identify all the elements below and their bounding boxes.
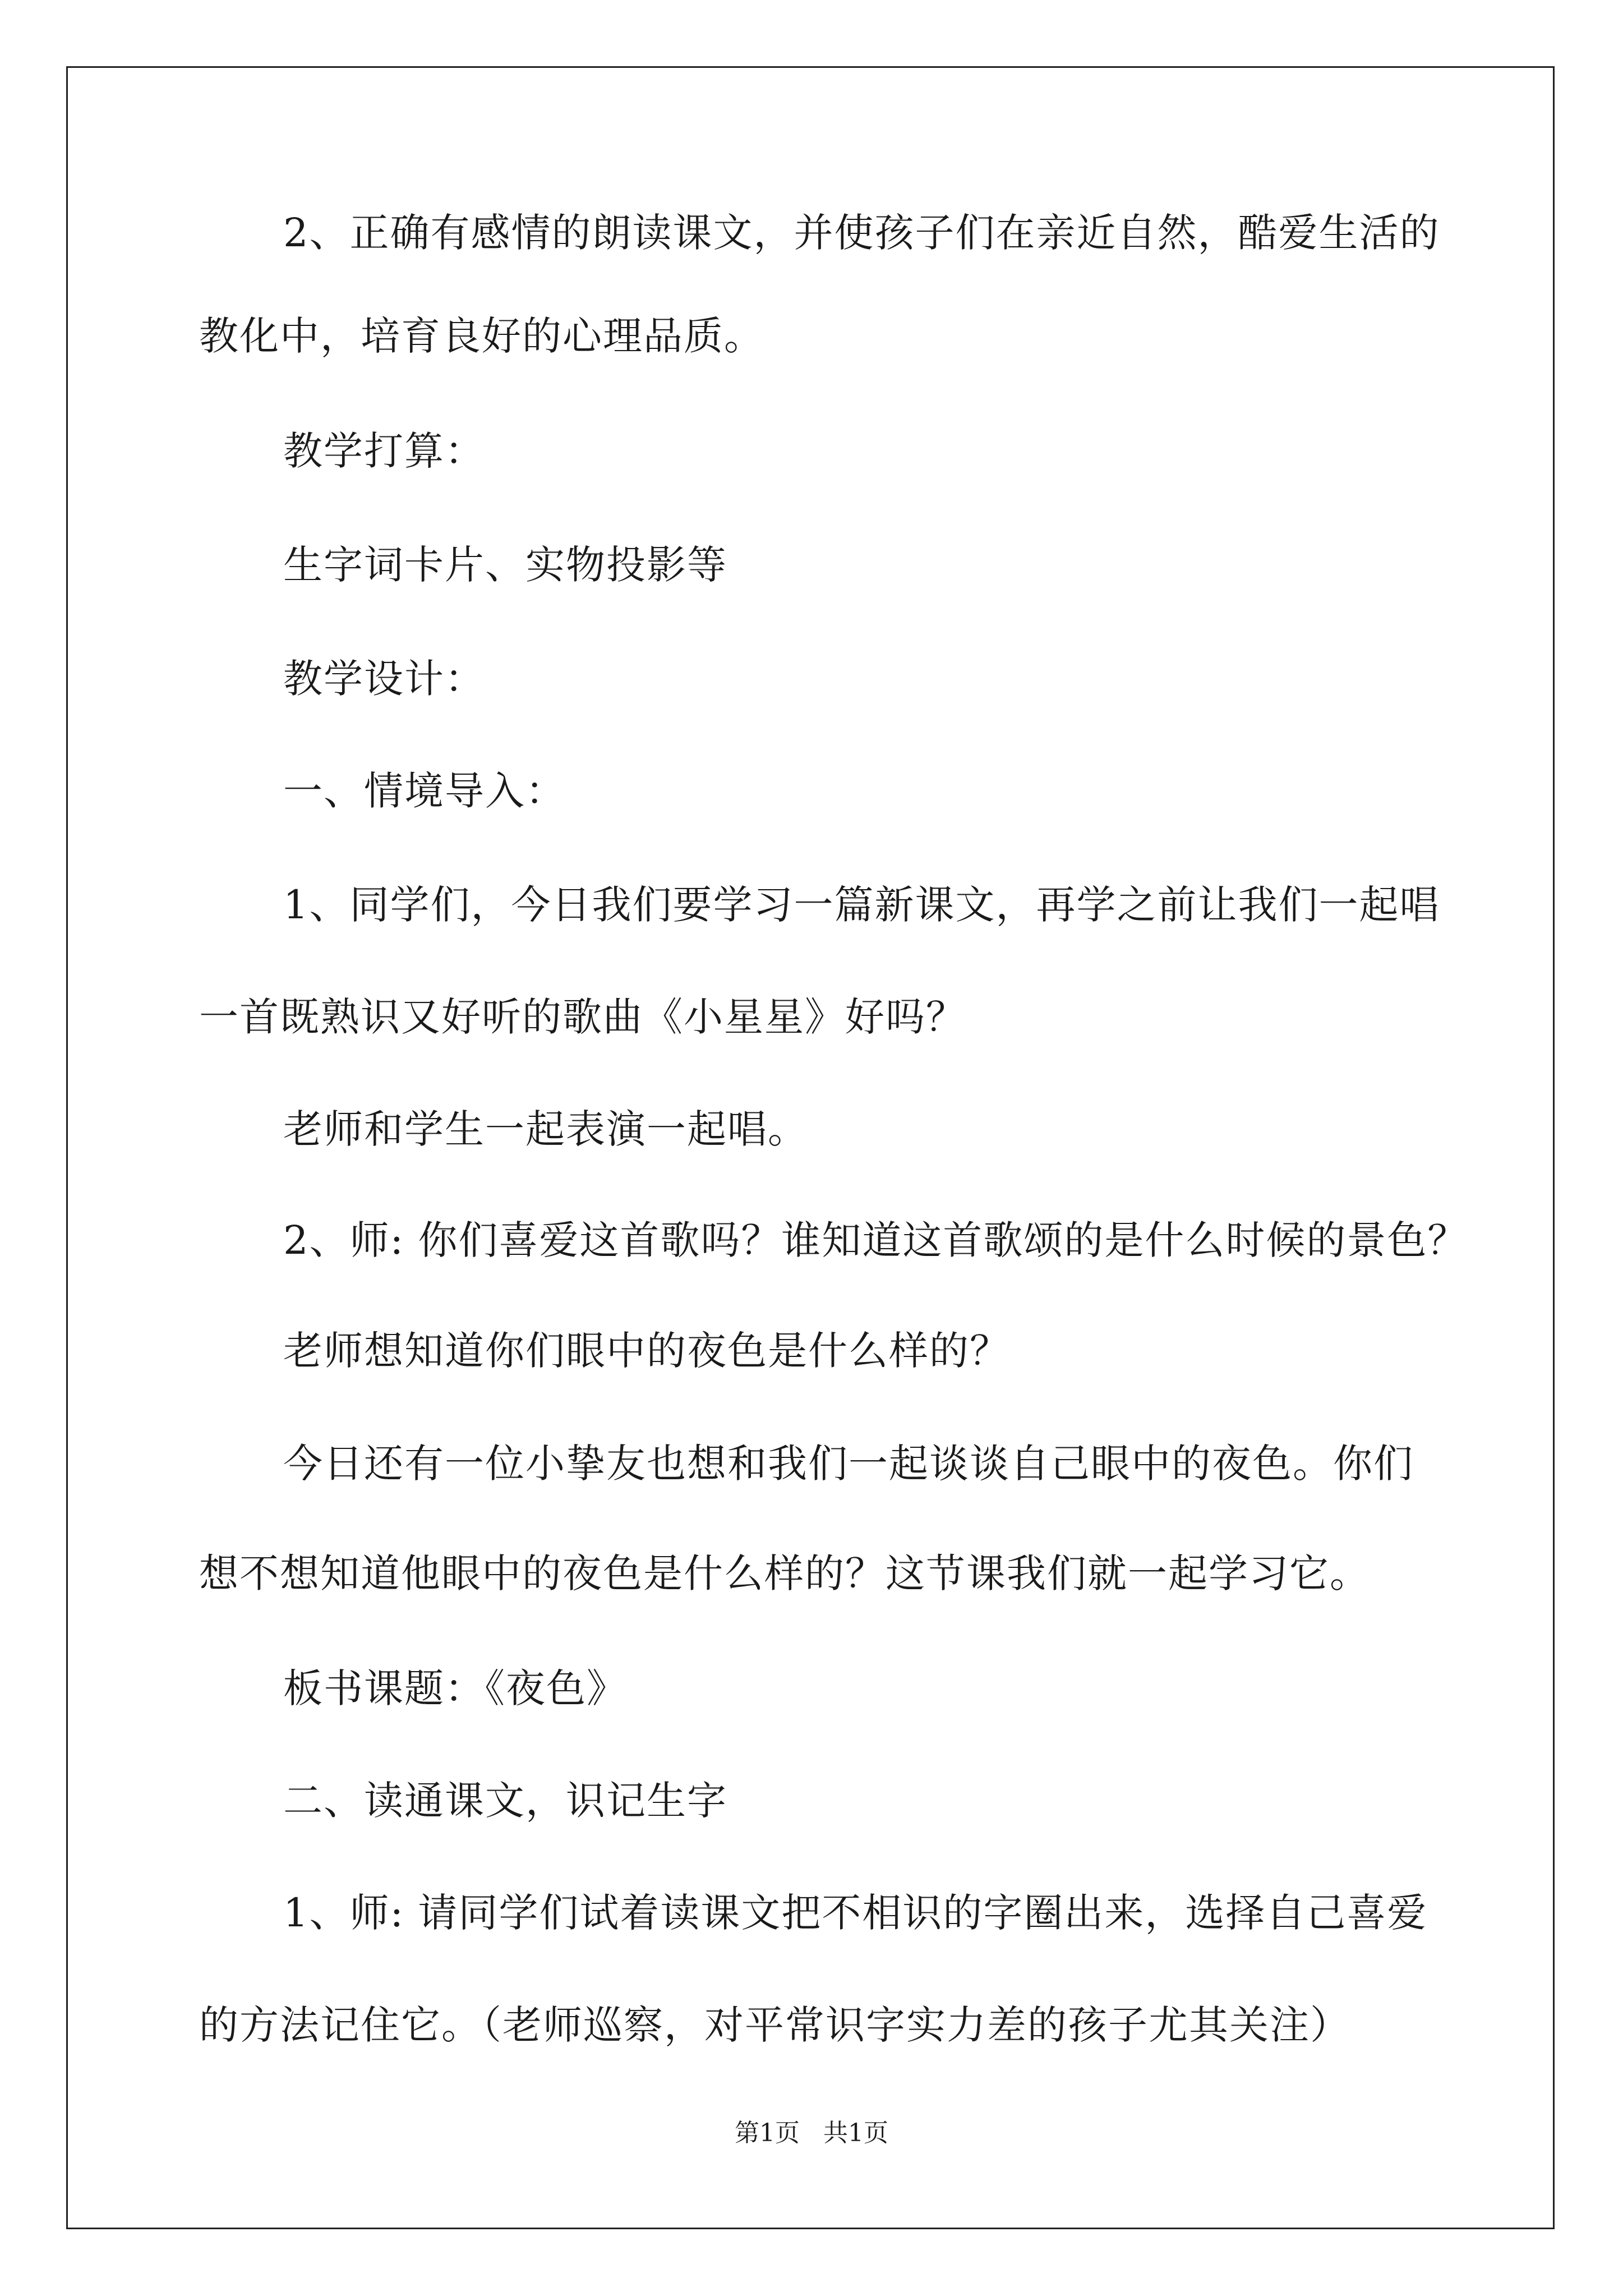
paragraph-line: 1、师: 请同学们试着读课文把不相识的字圈出来，选择自己喜爱 — [283, 1890, 1428, 1936]
paragraph-line: 一、情境导入： — [283, 768, 566, 814]
paragraph-line: 想不想知道他眼中的夜色是什么样的？这节课我们就一起学习它。 — [199, 1550, 1370, 1596]
page-number: 第1页 — [735, 2119, 800, 2147]
paragraph-line: 老师想知道你们眼中的夜色是什么样的？ — [283, 1328, 1010, 1374]
paragraph-line: 教化中，培育良好的心理品质。 — [199, 313, 764, 359]
paragraph-line: 教学打算： — [283, 428, 485, 474]
paragraph-line: 的方法记住它。（老师巡察，对平常识字实力差的孩子尤其关注） — [199, 2002, 1350, 2048]
page-count: 共1页 — [823, 2119, 888, 2147]
paragraph-line: 板书课题：《夜色》 — [283, 1665, 627, 1711]
paragraph-line: 一首既熟识又好听的歌曲《小星星》好吗？ — [199, 994, 966, 1040]
paragraph-line: 2、师: 你们喜爱这首歌吗？谁知道这首歌颂的是什么时候的景色？ — [283, 1217, 1468, 1263]
paragraph-line: 今日还有一位小挚友也想和我们一起谈谈自己眼中的夜色。你们 — [283, 1441, 1414, 1487]
paragraph-line: 1、同学们，今日我们要学习一篇新课文，再学之前让我们一起唱 — [283, 882, 1440, 928]
page-footer — [0, 2119, 1623, 2147]
paragraph-line: 2、正确有感情的朗读课文，并使孩子们在亲近自然，酷爱生活的 — [283, 210, 1440, 256]
paragraph-line: 生字词卡片、实物投影等 — [283, 542, 727, 588]
paragraph-line: 二、读通课文，识记生字 — [283, 1778, 727, 1824]
paragraph-line: 老师和学生一起表演一起唱。 — [283, 1106, 808, 1152]
paragraph-line: 教学设计： — [283, 656, 485, 702]
